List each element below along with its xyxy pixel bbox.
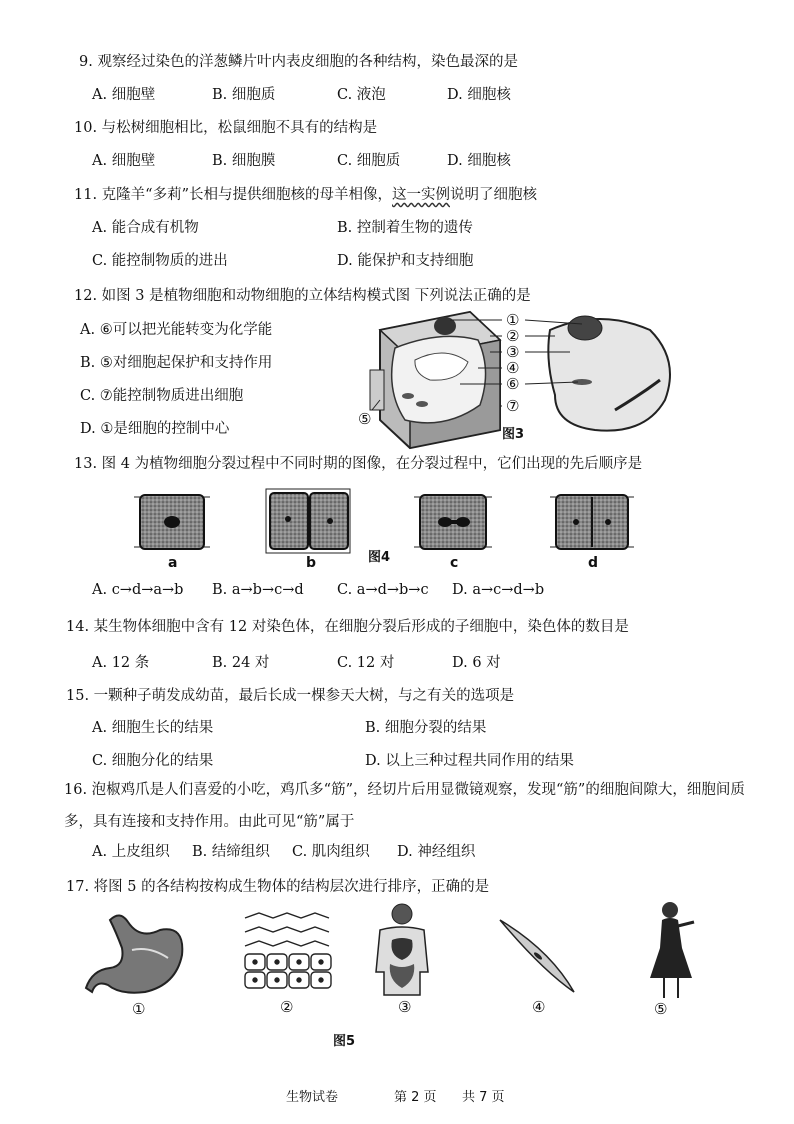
q16-option-a: A. 上皮组织 <box>92 844 170 860</box>
q17-stem: 17. 将图 5 的各结构按构成生物体的结构层次进行排序，正确的是 <box>66 879 490 895</box>
figure3-cell-diagram <box>350 300 680 450</box>
cell-d <box>550 495 634 549</box>
q9-option-c: C. 液泡 <box>337 87 386 103</box>
q16-stem: 16. 泡椒鸡爪是人们喜爱的小吃，鸡爪多“筋”，经切片后用显微镜观察，发现“筋”的细胞间隙大，细胞间质多，具有连接和支持作用。由此可见“筋”属于 <box>64 782 745 830</box>
figure3-caption: 图3 <box>502 427 525 442</box>
q15-option-d: D. 以上三种过程共同作用的结果 <box>365 753 574 769</box>
figure5-labels <box>132 998 667 1018</box>
marker-5: ⑤ <box>358 410 372 428</box>
marker-6: ⑥ <box>506 375 520 393</box>
q11-stem <box>74 183 537 204</box>
person-drawing <box>650 902 694 998</box>
q16-option-c: C. 肌肉组织 <box>292 844 370 860</box>
q14-stem: 14. 某生物体细胞中含有 12 对染色体，在细胞分裂后形成的子细胞中，染色体的数目是 <box>66 619 629 635</box>
figure5-item-4: ④ <box>532 998 546 1016</box>
q12-option-c: C. ⑦能控制物质进出细胞 <box>80 388 244 404</box>
q14-option-a: A. 12 条 <box>92 655 150 671</box>
figure5-item-1: ① <box>132 1000 146 1018</box>
cell-a-label: a <box>168 555 178 571</box>
q11-option-b: B. 控制着生物的遗传 <box>337 220 473 236</box>
cell-c-label: c <box>450 555 459 571</box>
q11-stem-part3: 说明了细胞核 <box>450 187 537 203</box>
footer-subject: 生物试卷 <box>286 1090 339 1105</box>
q11-stem-underlined: 这一实例 <box>392 187 450 203</box>
cell-b-label: b <box>306 555 317 571</box>
q13-option-d: D. a→c→d→b <box>452 582 545 598</box>
q9-option-d: D. 细胞核 <box>447 87 511 103</box>
q13-stem: 13. 图 4 为植物细胞分裂过程中不同时期的图像，在分裂过程中，它们出现的先后顺序是 <box>74 456 643 472</box>
marker-1: ① <box>506 311 520 329</box>
q12-option-d: D. ①是细胞的控制中心 <box>80 421 230 437</box>
marker-2: ② <box>506 327 520 345</box>
marker-7: ⑦ <box>506 397 520 415</box>
q13-option-c: C. a→d→b→c <box>337 582 429 598</box>
q10-option-b: B. 细胞膜 <box>212 153 276 169</box>
figure5-item-2: ② <box>280 998 294 1016</box>
q10-option-d: D. 细胞核 <box>447 153 511 169</box>
organ-system-drawing <box>376 904 428 995</box>
figure4-caption: 图4 <box>368 550 391 565</box>
cell-c <box>414 495 492 549</box>
q10-option-c: C. 细胞质 <box>337 153 401 169</box>
q11-option-a: A. 能合成有机物 <box>92 220 199 236</box>
tissue-drawing <box>245 913 331 988</box>
q15-stem: 15. 一颗种子萌发成幼苗，最后长成一棵参天大树，与之有关的选项是 <box>66 688 515 704</box>
figure5-structure-levels <box>80 900 720 1025</box>
figure4-cell-division <box>130 485 650 575</box>
q13-option-b: B. a→b→c→d <box>212 582 304 598</box>
figure5-caption: 图5 <box>333 1034 356 1049</box>
q11-stem-part1: 11. 克隆羊“多莉”长相与提供细胞核的母羊相像， <box>74 187 392 203</box>
q12-option-a: A. ⑥可以把光能转变为化学能 <box>80 322 273 338</box>
cell-b <box>266 489 350 553</box>
q14-option-c: C. 12 对 <box>337 655 395 671</box>
q10-option-a: A. 细胞壁 <box>92 153 156 169</box>
q16-option-d: D. 神经组织 <box>397 844 476 860</box>
q14-option-b: B. 24 对 <box>212 655 270 671</box>
figure5-item-3: ③ <box>398 998 412 1016</box>
q9-option-a: A. 细胞壁 <box>92 87 156 103</box>
stomach-drawing <box>86 915 182 992</box>
q15-option-c: C. 细胞分化的结果 <box>92 753 214 769</box>
footer-total-pages: 共 7 页 <box>462 1090 505 1105</box>
q9-option-b: B. 细胞质 <box>212 87 276 103</box>
cell-a <box>134 495 210 549</box>
marker-3: ③ <box>506 343 520 361</box>
q13-option-a: A. c→d→a→b <box>92 582 184 598</box>
footer-page-number: 第 2 页 <box>394 1090 437 1105</box>
q9-stem: 9. 观察经过染色的洋葱鳞片叶内表皮细胞的各种结构，染色最深的是 <box>79 54 518 70</box>
q14-option-d: D. 6 对 <box>452 655 501 671</box>
q16-option-b: B. 结缔组织 <box>192 844 270 860</box>
q11-option-c: C. 能控制物质的进出 <box>92 253 228 269</box>
q12-stem: 12. 如图 3 是植物细胞和动物细胞的立体结构模式图 下列说法正确的是 <box>74 288 531 304</box>
muscle-cell-drawing <box>500 920 574 992</box>
q11-option-d: D. 能保护和支持细胞 <box>337 253 474 269</box>
cell-d-label: d <box>588 555 599 571</box>
figure5-item-5: ⑤ <box>654 1000 668 1018</box>
plant-cell-drawing <box>370 312 500 448</box>
animal-cell-drawing <box>548 316 670 431</box>
q15-option-a: A. 细胞生长的结果 <box>92 720 214 736</box>
q12-option-b: B. ⑤对细胞起保护和支持作用 <box>80 355 273 371</box>
q10-stem: 10. 与松树细胞相比，松鼠细胞不具有的结构是 <box>74 120 378 136</box>
q15-option-b: B. 细胞分裂的结果 <box>365 720 487 736</box>
marker-4: ④ <box>506 359 520 377</box>
